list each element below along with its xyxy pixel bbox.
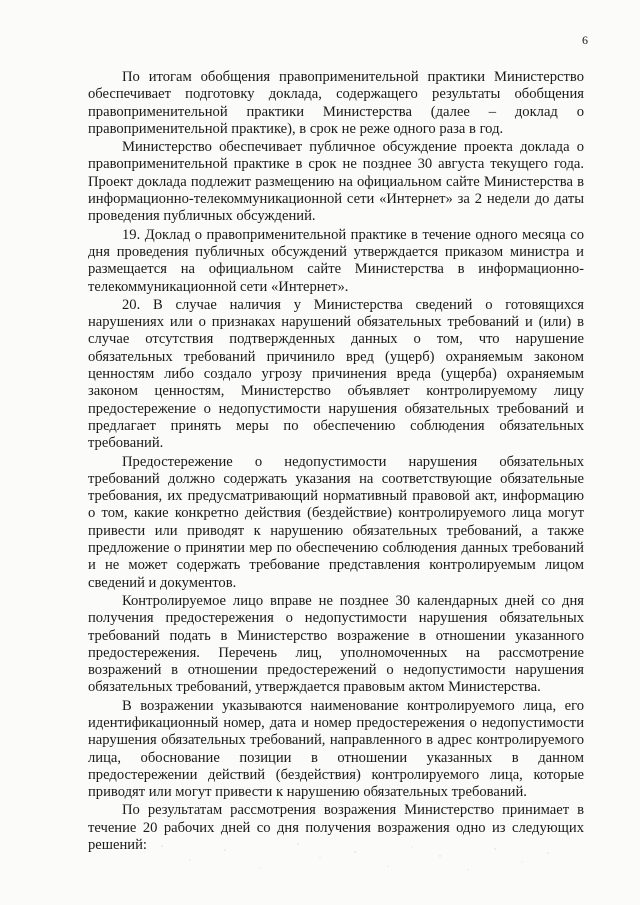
paragraph-warning-contents: Предостережение о недопустимости нарушения обязательных требований должно содержать указания на соответствующие обязательные требования, их предусматривающий нормативный правовой акт, информацию о том, какие конкретно действия (бездействие) контролируемого лица могут привести или приводят к нарушению обязательных требований, а также предложение о принятии мер по обеспечению соблюдения данных требований и не может содержать требование представления контролируемым лицом сведений и документов. (88, 453, 584, 591)
paragraph-objection-contents: В возражении указываются наименование контролируемого лица, его идентификационный номер, дата и номер предостережения о недопустимости нарушения обязательных требований, направленного в адрес контролируемого лица, обоснование позиции в отношении указанных в данном предостережении действий (бездействия) контролируемого лица, которые приводят или могут привести к нарушению обязательных требований. (88, 697, 584, 801)
paragraph-objection-decision: По результатам рассмотрения возражения Министерство принимает в течение 20 рабочих дней со дня получения возражения одно из следующих решений: (88, 802, 584, 854)
paragraph-20-warning: 20. В случае наличия у Министерства сведений о готовящихся нарушениях или о признаках нарушений обязательных требований и (или) в случае отсутствия подтвержденных данных о том, что нарушение обязательных требований причинило вред (ущерб) охраняемым законом ценностям либо создало угрозу причинения вреда (ущерба) охраняемым законом ценностям, Министерство объявляет контролируемому лицу предостережение о недопустимости нарушения обязательных требований и предлагает принять меры по обеспечению соблюдения обязательных требований. (88, 296, 584, 452)
document-body (88, 69, 584, 854)
scan-noise-decoration (150, 838, 570, 878)
paragraph-19-report-approval: 19. Доклад о правоприменительной практике в течение одного месяца со дня проведения публичных обсуждений утверждается приказом министра и размещается на официальном сайте Министерства в информационно-телекоммуникационной сети «Интернет». (88, 226, 584, 295)
paragraph-public-discussion: Министерство обеспечивает публичное обсуждение проекта доклада о правоприменительной практике в срок не позднее 30 августа текущего года. Проект доклада подлежит размещению на официальном сайте Министерства в информационно-телекоммуникационной сети «Интернет» за 2 недели до даты проведения публичных обсуждений. (88, 139, 584, 225)
paragraph-generalization-report: По итогам обобщения правоприменительной практики Министерство обеспечивает подготовку доклада, содержащего результаты обобщения правоприменительной практики Министерства (далее – доклад о правоприменительной практике), в срок не реже одного раза в год. (88, 69, 584, 137)
page-number: 6 (582, 33, 588, 47)
paragraph-objection-right: Контролируемое лицо вправе не позднее 30 календарных дней со дня получения предостережения о недопустимости нарушения обязательных требований подать в Министерство возражение в отношении указанного предостережения. Перечень лиц, уполномоченных на рассмотрение возражений в отношении предостережений о недопустимости нарушения обязательных требований, утверждается правовым актом Министерства. (88, 592, 584, 696)
